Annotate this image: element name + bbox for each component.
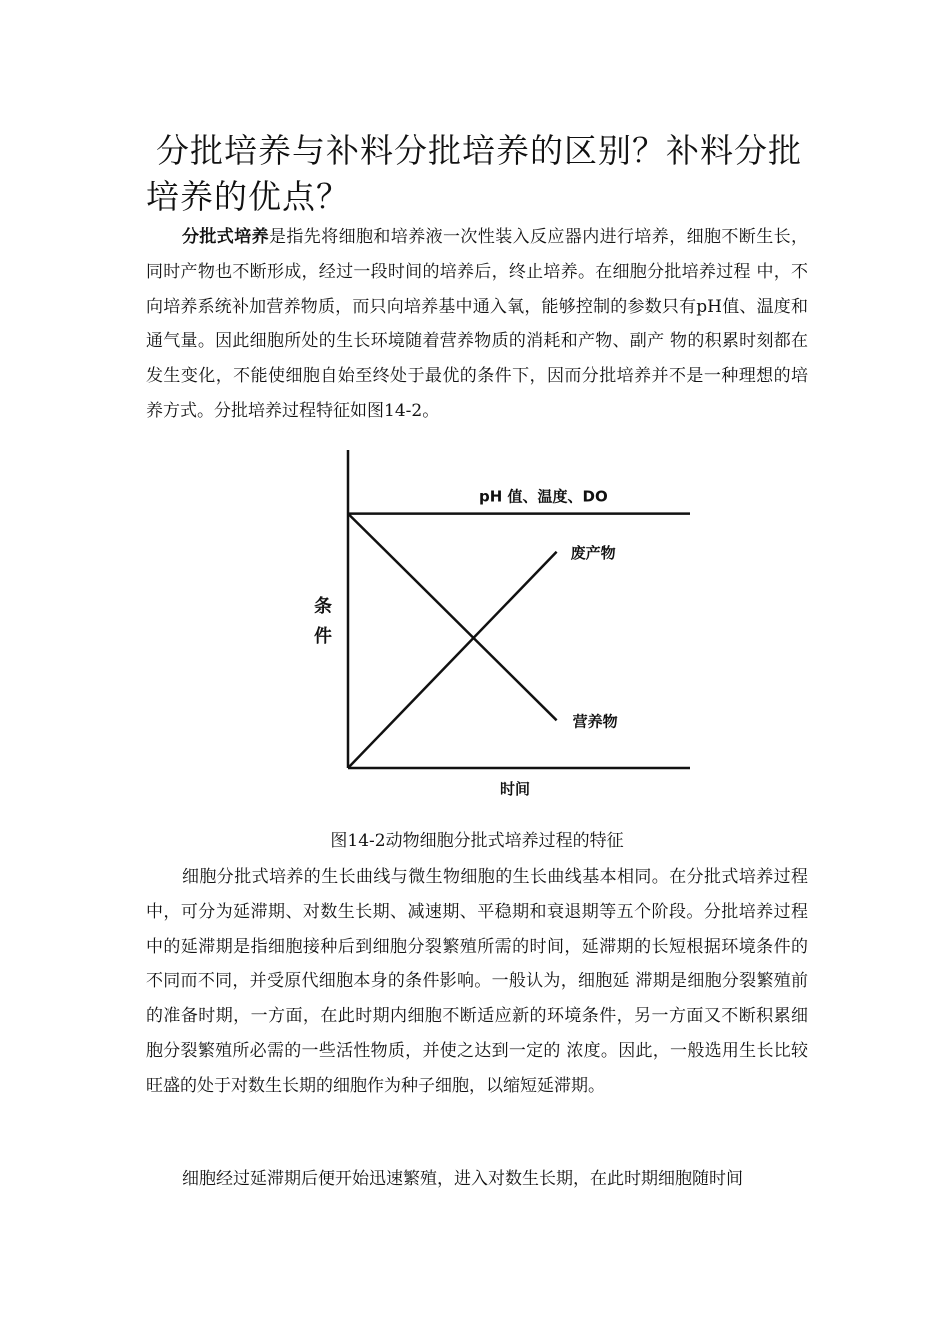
page-title: 分批培养与补料分批培养的区别？补料分批培养的优点？ bbox=[146, 131, 802, 216]
x-axis-label: 时间 bbox=[499, 780, 531, 798]
paragraph-log-phase: 细胞经过延滞期后便开始迅速繁殖，进入对数生长期，在此时期细胞随时间 bbox=[182, 1169, 743, 1189]
chart-svg bbox=[300, 440, 700, 810]
series-line-nutrients bbox=[348, 514, 557, 721]
legend-label-nutrients: 营养物 bbox=[572, 712, 618, 731]
y-axis-label-char: 件 bbox=[314, 626, 332, 647]
paragraph-batch-culture-text: 是指先将细胞和培养液一次性装入反应器内进行培养，细胞不断生长，同时产物也不断形成，经过一段时间的培养后，终止培养。在细胞分批培养过程 中，不向培养系统补加营养物质，而只向培养基中通入氧，能够控制的参数只有pH值、温度和通气量。因此细胞所处的生长环境随着营养物质的消耗和产物、副产 物的积累时刻都在发生变化，不能使细胞自始至终处于最优的条件下，因而分批培养并不是一种理想的培养方式。分批培养过程特征如图14-2。 bbox=[146, 227, 808, 421]
y-axis-label bbox=[314, 595, 332, 647]
legend-label-waste-product: 废产物 bbox=[570, 543, 616, 562]
legend-label-ph-temp-do: pH 值、温度、DO bbox=[479, 487, 608, 506]
term-batch-culture: 分批式培养 bbox=[182, 227, 269, 247]
series-line-waste-product bbox=[348, 552, 557, 768]
figure-14-2 bbox=[300, 440, 700, 810]
y-axis-label-char: 条 bbox=[314, 596, 332, 617]
paragraph-growth-curve: 细胞分批式培养的生长曲线与微生物细胞的生长曲线基本相同。在分批式培养过程中，可分为延滞期、对数生长期、减速期、平稳期和衰退期等五个阶段。分批培养过程中的延滞期是指细胞接种后到细胞分裂繁殖所需的时间，延滞期的长短根据环境条件的不同而不同，并受原代细胞本身的条件影响。一般认为，细胞延 滞期是细胞分裂繁殖前的准备时期，一方面，在此时期内细胞不断适应新的环境条件，另一方面又不断积累细胞分裂繁殖所必需的一些活性物质，并使之达到一定的 浓度。因此，一般选用生长比较旺盛的处于对数生长期的细胞作为种子细胞，以缩短延滞期。 bbox=[146, 867, 808, 1096]
paragraph-batch-culture bbox=[146, 220, 808, 429]
figure-caption: 图14-2动物细胞分批式培养过程的特征 bbox=[330, 831, 624, 851]
